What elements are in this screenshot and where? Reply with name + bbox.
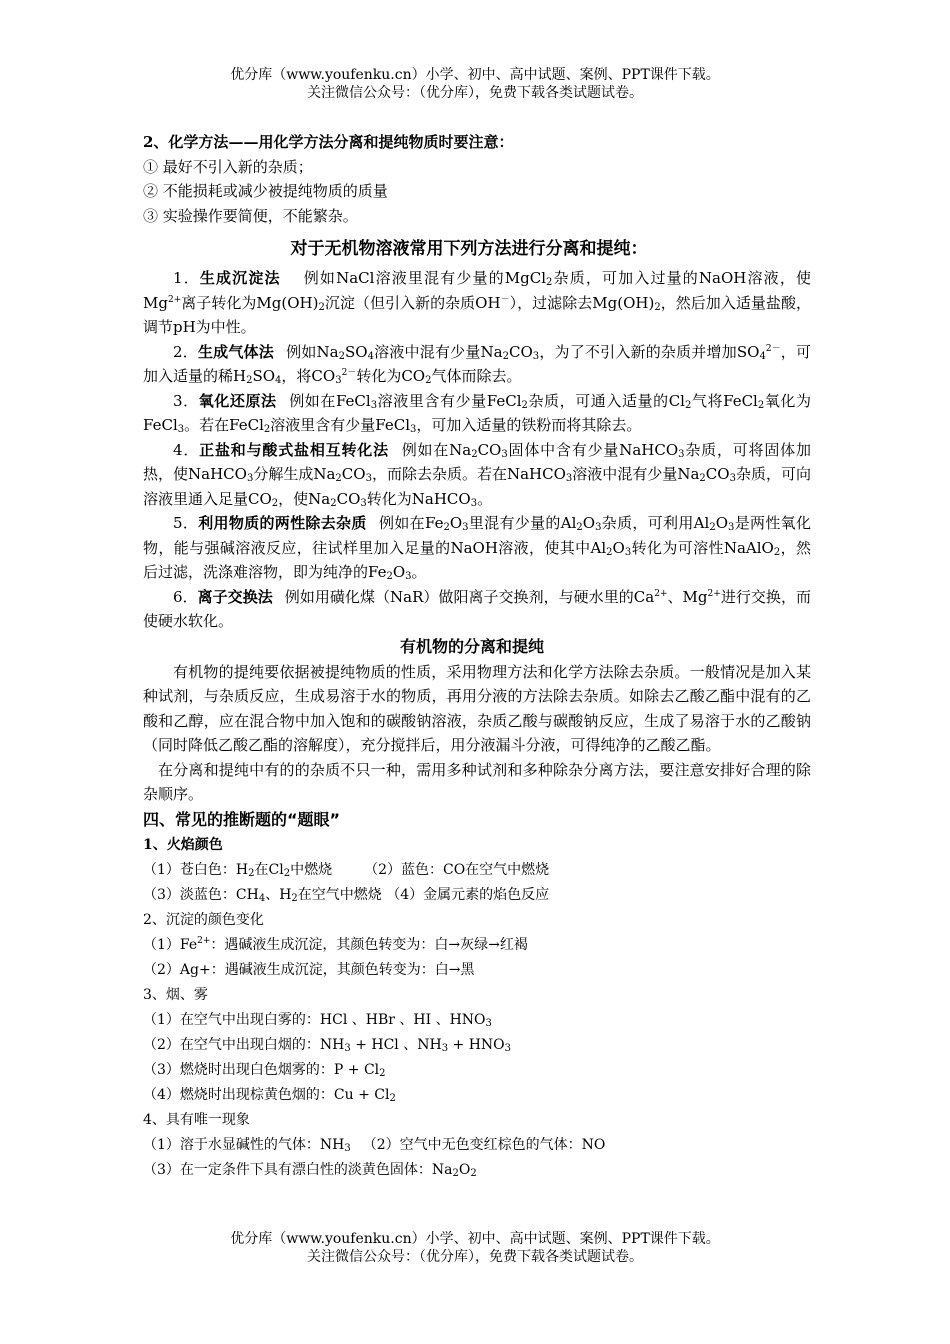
smoke-title: 3、烟、雾 [143, 986, 208, 1003]
method-4: 4．正盐和与酸式盐相互转化法 例如在$Na_2CO_3$固体中含有少量NaHCO$_3$杂质，可将固体加热，使NaHCO$_3$分解生成$Na_2CO_3$，而除去杂质。若在NaHCO$_3$溶液中混有少量$Na_2CO_3$杂质，可向溶液里通入足量$CO_2$，使$Na_2CO_3$转化为NaHCO$_3$。 [143, 440, 811, 509]
unique-title: 4、具有唯一现象 [143, 1111, 250, 1128]
organic-para-1: 有机物的提纯要依据被提纯物质的性质，采用物理方法和化学方法除去杂质。一般情况是加入某种试剂，与杂质反应，生成易溶于水的物质，再用分液的方法除去杂质。如除去乙酸乙酯中混有的乙酸和乙醇，应在混合物中加入饱和的碳酸钠溶液，杂质乙酸与碳酸钠反应，生成了易溶于水的乙酸钠（同时降低乙酸乙酯的溶解度），充分搅拌后，用分液漏斗分液，可得纯净的乙酸乙酯。 [143, 662, 811, 754]
footer-line-1: 优分库（www.youfenku.cn）小学、初中、高中试题、案例、PPT课件下载。 [230, 1231, 720, 1247]
flame-title: 1、火焰颜色 [143, 836, 223, 853]
organic-heading: 有机物的分离和提纯 [399, 636, 544, 656]
method-2: 2．生成气体法 例如$Na_2SO_4$溶液中混有少量$Na_2CO_3$，为了不引入新的杂质并增加$SO_4^{2-}$，可加入适量的稀$H_2SO_4$，将$CO_3^{2-}$转化为$CO_2$气体而除去。 [143, 342, 811, 386]
method-5: 5．利用物质的两性除去杂质 例如在$Fe_2O_3$里混有少量的$Al_2O_3$杂质，可利用$Al_2O_3$是两性氧化物，能与强碱溶液反应，往试样里加入足量的NaOH溶液，使其中$Al_2O_3$转化为可溶性NaAlO$_2$，然后过滤，洗涤难溶物，即为纯净的$Fe_2O_3$。 [143, 514, 811, 582]
method-6-name: 离子交换法 [197, 587, 273, 606]
flame-line-1: （1）苍白色：$H_2$在$Cl_2$中燃烧 （2）蓝色：CO在空气中燃烧 [143, 861, 550, 879]
method-2-num: 2． [173, 342, 198, 361]
method-3: 3．氧化还原法 例如在FeCl$_3$溶液里含有少量FeCl$_2$杂质，可通入适量的$Cl_2$气将FeCl$_2$氧化为FeCl$_3$。若在FeCl$_2$溶液里含有少量FeCl$_3$，可加入适量的铁粉而将其除去。 [143, 391, 811, 435]
smoke-line-4: （4）燃烧时出现棕黄色烟的：$Cu + Cl_2$ [143, 1086, 396, 1104]
method-6: 6．离子交换法 例如用磺化煤（NaR）做阳离子交换剂，与硬水里的$Ca^{2+}$、$Mg^{2+}$进行交换，而使硬水软化。 [143, 587, 811, 630]
chem-method-point-2: ② 不能损耗或减少被提纯物质的质量 [143, 182, 388, 200]
section4-heading: 四、常见的推断题的“题眼” [143, 809, 341, 829]
method-1-name: 生成沉淀法 [199, 269, 281, 287]
smoke-line-2: （2）在空气中出现白烟的：$NH_3$ + HCl 、$NH_3 + HNO_3$ [143, 1036, 512, 1054]
organic-para-2: 在分离和提纯中有的的杂质不只一种，需用多种试剂和多种除杂分离方法，要注意安排好合理的除杂顺序。 [143, 760, 811, 803]
page-footer [0, 1230, 950, 1266]
footer-line-2: 关注微信公众号：（优分库），免费下载各类试题试卷。 [307, 1249, 643, 1265]
method-1-num: 1． [173, 269, 200, 287]
method-4-name: 正盐和与酸式盐相互转化法 [199, 440, 389, 459]
unique-line-1: （1）溶于水显碱性的气体：$NH_3$ （2）空气中无色变红棕色的气体：NO [143, 1136, 606, 1154]
method-2-name: 生成气体法 [197, 342, 274, 361]
precipitate-line-2: （2）Ag+：遇碱液生成沉淀，其颜色转变为：白→黑 [143, 961, 475, 978]
inorganic-heading: 对于无机物溶液常用下列方法进行分离和提纯： [290, 239, 648, 259]
method-3-name: 氧化还原法 [198, 391, 277, 410]
unique-line-2: （3）在一定条件下具有漂白性的淡黄色固体：$Na_2O_2$ [143, 1161, 477, 1179]
method-1: 1．生成沉淀法 例如NaCl溶液里混有少量的MgCl$_2$杂质，可加入过量的NaOH溶液，使$Mg^{2+}$离子转化为$Mg(OH)_2$沉淀（但引入新的杂质OH－），过滤除去$Mg(OH)_2$，然后加入适量盐酸，调节pH为中性。 [143, 269, 811, 336]
chem-method-title: 2、化学方法——用化学方法分离和提纯物质时要注意： [143, 133, 514, 151]
header-line-2: 关注微信公众号：（优分库），免费下载各类试题试卷。 [307, 85, 643, 101]
method-6-num: 6． [173, 587, 198, 606]
precipitate-line-1: $(1)Fe^{2+}$：遇碱液生成沉淀，其颜色转变为：白→灰绿→红褐 [143, 935, 528, 953]
method-3-num: 3． [173, 391, 199, 410]
header-line-1: 优分库（www.youfenku.cn）小学、初中、高中试题、案例、PPT课件下载。 [230, 67, 720, 83]
flame-line-2: （3）淡蓝色：$CH_4$、$H_2$在空气中燃烧 （4）金属元素的焰色反应 [143, 886, 550, 904]
method-4-num: 4． [173, 440, 200, 459]
document-body [143, 130, 811, 1183]
method-5-num: 5． [173, 514, 199, 532]
smoke-line-3: （3）燃烧时出现白色烟雾的：$P + Cl_2$ [143, 1061, 386, 1079]
smoke-line-1: （1）在空气中出现白雾的：HCl 、HBr 、HI 、$HNO_3$ [143, 1011, 492, 1029]
chem-method-point-3: ③ 实验操作要简便，不能繁杂。 [143, 206, 358, 225]
chem-method-point-1: ① 最好不引入新的杂质； [143, 157, 313, 176]
precipitate-title: 2、沉淀的颜色变化 [143, 911, 264, 928]
page-header [0, 66, 950, 102]
method-5-name: 利用物质的两性除去杂质 [198, 514, 367, 532]
